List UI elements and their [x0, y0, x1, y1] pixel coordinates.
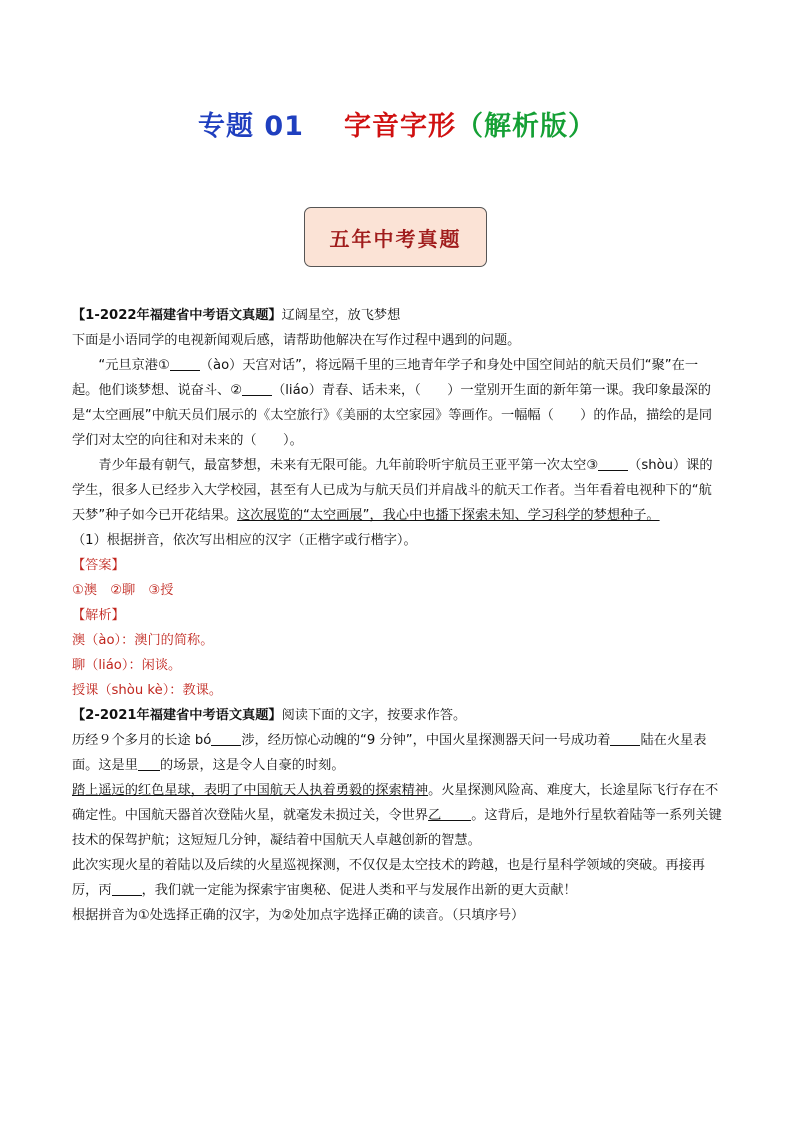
passage-text: （shòu）课的学生，很多人已经步入大学校园，甚至有人已成为与航天员们并肩战斗的航天工作者。当年看着电视种下的“航天梦”种子如今已开花结果。: [72, 458, 713, 523]
passage-text: ，我们就一定能为探索宇宙奥秘、促进人类和平与发展作出新的更大贡献！: [141, 883, 577, 898]
question-2-header: [72, 703, 722, 728]
question-1-intro: 下面是小语同学的电视新闻观后感，请帮助他解决在写作过程中遇到的问题。: [72, 333, 521, 348]
passage-text: 在一起。他们谈梦想、说奋斗、②: [72, 358, 699, 398]
question-1-paragraph-1: [72, 353, 722, 453]
question-2-paragraph-2: [72, 778, 722, 853]
section-heading-label: 五年中考真题: [329, 226, 462, 251]
question-1-topic: 辽阔星空，放飞梦想: [281, 308, 401, 323]
question-1-tag: 【1-2022年福建省中考语文真题】: [72, 308, 282, 323]
fill-blank: [170, 356, 200, 371]
fill-blank: [598, 456, 628, 471]
passage-text: （ào）天宫对话”，将远隔千里的三地青年学子和身处中国空间站的航天员们“聚”: [199, 358, 672, 373]
question-1-header: [72, 303, 722, 328]
section-heading-box: [304, 207, 487, 267]
passage-text: 陆在火星表面。这是里: [72, 733, 707, 773]
title-topic-number: 专题 01: [198, 111, 304, 142]
fill-blank: [112, 881, 142, 896]
question-2-paragraph-1: [72, 728, 722, 778]
passage-text: 涉，经历惊心动魄的“9 分钟”，中国火星探测器天问一号成功着: [241, 733, 611, 748]
answer-text: ①澳 ②聊 ③授: [72, 583, 174, 598]
fill-blank: [242, 381, 272, 396]
answer-label: 【答案】: [72, 558, 125, 573]
question-2-task: 根据拼音为①处选择正确的汉字，为②处加点字选择正确的读音。（只填序号）: [72, 908, 525, 923]
question-2-paragraph-3: [72, 853, 722, 903]
underlined-sentence: 踏上遥远的红色星球，表明了中国航天人执着勇毅的探索精神: [72, 783, 429, 798]
fill-blank: [211, 731, 241, 746]
fill-blank: [138, 756, 160, 771]
title-edition: （解析版）: [455, 111, 596, 142]
passage-text: （liáo）青春、话未来，（ ）一堂别开生面的新年第一课。我印象最深的是“太空画展”中航天员们展示的《太空旅行》《美丽的太空家园》等画作。一幅幅（ ）的作品，描绘的是同学们对太空的向往和对未来的（ ）。: [72, 383, 713, 448]
fill-blank: [441, 806, 471, 821]
question-2-instruction: 阅读下面的文字，按要求作答。: [281, 708, 467, 723]
question-2-tag: 【2-2021年福建省中考语文真题】: [72, 708, 282, 723]
passage-text: 。这背后，是地外行星软着陆等一系列关键技术的保驾护航；这短短几分钟，凝结着中国航天人卓越创新的智慧。: [72, 808, 722, 848]
question-1-paragraph-2: [72, 453, 722, 528]
passage-text: 。火星探测风险高、难度大，长途星际飞行存在不确定性。中国航天器首次登陆火星，就毫发未损过关，令世界: [72, 783, 719, 823]
passage-text: “元旦京港①: [98, 358, 170, 373]
analysis-line: 聊（liáo）：闲谈。: [72, 658, 182, 673]
passage-text: 此次实现火星的着陆以及后续的火星巡视探测，不仅仅是太空技术的跨越，也是行星科学领域的突破。再接再厉，丙: [72, 858, 705, 898]
page-title: [0, 104, 794, 143]
underlined-sentence: 这次展览的“太空画展”，我心中也播下探索未知、学习科学的梦想种子。: [237, 508, 660, 523]
passage-text: 历经９个多月的长途 bó: [72, 733, 212, 748]
document-body: [72, 303, 722, 928]
analysis-label: 【解析】: [72, 608, 125, 623]
analysis-line: 澳（ào）：澳门的简称。: [72, 633, 214, 648]
passage-text: 青少年最有朝气，最富梦想，未来有无限可能。九年前聆听宇航员王亚平第一次太空③: [98, 458, 599, 473]
title-topic-name: 字音字形: [343, 111, 456, 142]
analysis-line: 授课（shòu kè）：教课。: [72, 683, 223, 698]
fill-blank: [610, 731, 640, 746]
blank-marker: 乙: [428, 808, 442, 823]
passage-text: 的场景，这是令人自豪的时刻。: [159, 758, 345, 773]
question-1-subquestion: （1）根据拼音，依次写出相应的汉字（正楷字或行楷字）。: [72, 533, 417, 548]
